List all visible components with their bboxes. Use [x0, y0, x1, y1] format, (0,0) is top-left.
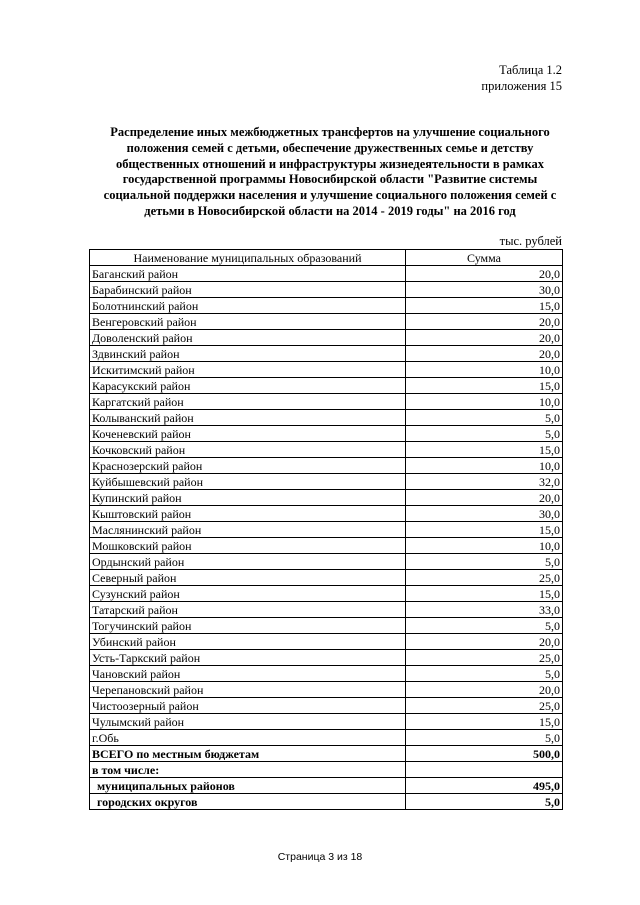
amount-value: 20,0 — [406, 314, 563, 330]
municipality-name: Чановский район — [90, 666, 406, 682]
amount-value: 5,0 — [406, 666, 563, 682]
table-row — [90, 650, 563, 666]
table-row — [90, 458, 563, 474]
table-row — [90, 506, 563, 522]
municipality-name: городских округов — [90, 794, 406, 810]
amount-value: 25,0 — [406, 650, 563, 666]
municipality-name: муниципальных районов — [90, 778, 406, 794]
amount-value: 20,0 — [406, 634, 563, 650]
amount-value: 15,0 — [406, 442, 563, 458]
table-row — [90, 346, 563, 362]
table-row — [90, 298, 563, 314]
municipality-name: Венгеровский район — [90, 314, 406, 330]
table-row — [90, 794, 563, 810]
municipality-name: Татарский район — [90, 602, 406, 618]
municipality-name: Черепановский район — [90, 682, 406, 698]
title-line: общественных отношений и инфраструктуры жизнедеятельности в рамках — [116, 156, 544, 171]
table-row — [90, 282, 563, 298]
amount-value: 5,0 — [406, 410, 563, 426]
municipality-name: Ордынский район — [90, 554, 406, 570]
amount-value: 15,0 — [406, 522, 563, 538]
municipality-name: Здвинский район — [90, 346, 406, 362]
amount-value: 5,0 — [406, 730, 563, 746]
amount-value: 25,0 — [406, 698, 563, 714]
municipality-name: Баганский район — [90, 266, 406, 282]
table-row — [90, 442, 563, 458]
municipality-name: Убинский район — [90, 634, 406, 650]
amount-value: 15,0 — [406, 586, 563, 602]
municipality-name: Искитимский район — [90, 362, 406, 378]
amount-value: 10,0 — [406, 394, 563, 410]
municipality-name: ВСЕГО по местным бюджетам — [90, 746, 406, 762]
municipality-name: Сузунский район — [90, 586, 406, 602]
table-row — [90, 538, 563, 554]
appendix-caption: приложения 15 — [481, 79, 562, 93]
table-caption: Таблица 1.2 — [499, 63, 562, 77]
table-row — [90, 362, 563, 378]
table-row — [90, 714, 563, 730]
table-row — [90, 394, 563, 410]
title-line: положения семей с детьми, обеспечение дружественных семье и детству — [126, 140, 534, 155]
municipality-name: Коченевский район — [90, 426, 406, 442]
table-row — [90, 666, 563, 682]
municipality-name: Доволенский район — [90, 330, 406, 346]
table-row — [90, 602, 563, 618]
municipality-name: Тогучинский район — [90, 618, 406, 634]
amount-value: 15,0 — [406, 714, 563, 730]
table-row — [90, 426, 563, 442]
municipality-name: Колыванский район — [90, 410, 406, 426]
table-row — [90, 474, 563, 490]
municipality-name: Купинский район — [90, 490, 406, 506]
amount-value — [406, 762, 563, 778]
column-header-name: Наименование муниципальных образований — [90, 250, 406, 266]
municipality-name: Усть-Таркский район — [90, 650, 406, 666]
amount-value: 10,0 — [406, 458, 563, 474]
municipality-name: Карасукский район — [90, 378, 406, 394]
amount-value: 10,0 — [406, 538, 563, 554]
amount-value: 5,0 — [406, 618, 563, 634]
table-header-row — [90, 250, 563, 266]
table-row — [90, 730, 563, 746]
title-line: детьми в Новосибирской области на 2014 - 2019 годы" на 2016 год — [144, 203, 516, 218]
title-line: социальной поддержки населения и улучшение социального положения семей с — [103, 188, 557, 203]
table-row — [90, 746, 563, 762]
amount-value: 33,0 — [406, 602, 563, 618]
table-row — [90, 266, 563, 282]
municipality-name: Куйбышевский район — [90, 474, 406, 490]
amount-value: 20,0 — [406, 266, 563, 282]
table-row — [90, 778, 563, 794]
document-title — [95, 125, 565, 220]
amount-value: 20,0 — [406, 330, 563, 346]
table-row — [90, 762, 563, 778]
amount-value: 20,0 — [406, 346, 563, 362]
municipality-name: Северный район — [90, 570, 406, 586]
municipality-name: Чулымский район — [90, 714, 406, 730]
unit-label: тыс. рублей — [499, 234, 562, 248]
amount-value: 20,0 — [406, 682, 563, 698]
table-row — [90, 378, 563, 394]
page-footer: Страница 3 из 18 — [277, 851, 363, 863]
amount-value: 500,0 — [406, 746, 563, 762]
column-header-sum: Сумма — [406, 250, 563, 266]
title-line: Распределение иных межбюджетных трансфертов на улучшение социального — [110, 125, 550, 139]
allocation-table — [89, 249, 563, 810]
table-row — [90, 410, 563, 426]
municipality-name: г.Обь — [90, 730, 406, 746]
amount-value: 32,0 — [406, 474, 563, 490]
municipality-name: Кыштовский район — [90, 506, 406, 522]
amount-value: 15,0 — [406, 298, 563, 314]
amount-value: 10,0 — [406, 362, 563, 378]
table-row — [90, 698, 563, 714]
amount-value: 495,0 — [406, 778, 563, 794]
municipality-name: Мошковский район — [90, 538, 406, 554]
amount-value: 5,0 — [406, 426, 563, 442]
table-row — [90, 554, 563, 570]
table-row — [90, 570, 563, 586]
table-row — [90, 330, 563, 346]
title-line: государственной программы Новосибирской области "Развитие системы — [122, 172, 538, 187]
table-row — [90, 682, 563, 698]
amount-value: 15,0 — [406, 378, 563, 394]
municipality-name: Чистоозерный район — [90, 698, 406, 714]
table-row — [90, 314, 563, 330]
municipality-name: Барабинский район — [90, 282, 406, 298]
amount-value: 5,0 — [406, 554, 563, 570]
amount-value: 30,0 — [406, 506, 563, 522]
table-body — [90, 266, 563, 810]
table-row — [90, 490, 563, 506]
municipality-name: Каргатский район — [90, 394, 406, 410]
amount-value: 20,0 — [406, 490, 563, 506]
table-row — [90, 522, 563, 538]
municipality-name: Маслянинский район — [90, 522, 406, 538]
municipality-name: Краснозерский район — [90, 458, 406, 474]
amount-value: 30,0 — [406, 282, 563, 298]
municipality-name: Кочковский район — [90, 442, 406, 458]
amount-value: 5,0 — [406, 794, 563, 810]
table-row — [90, 586, 563, 602]
municipality-name: в том числе: — [90, 762, 406, 778]
table-row — [90, 618, 563, 634]
amount-value: 25,0 — [406, 570, 563, 586]
municipality-name: Болотнинский район — [90, 298, 406, 314]
table-row — [90, 634, 563, 650]
